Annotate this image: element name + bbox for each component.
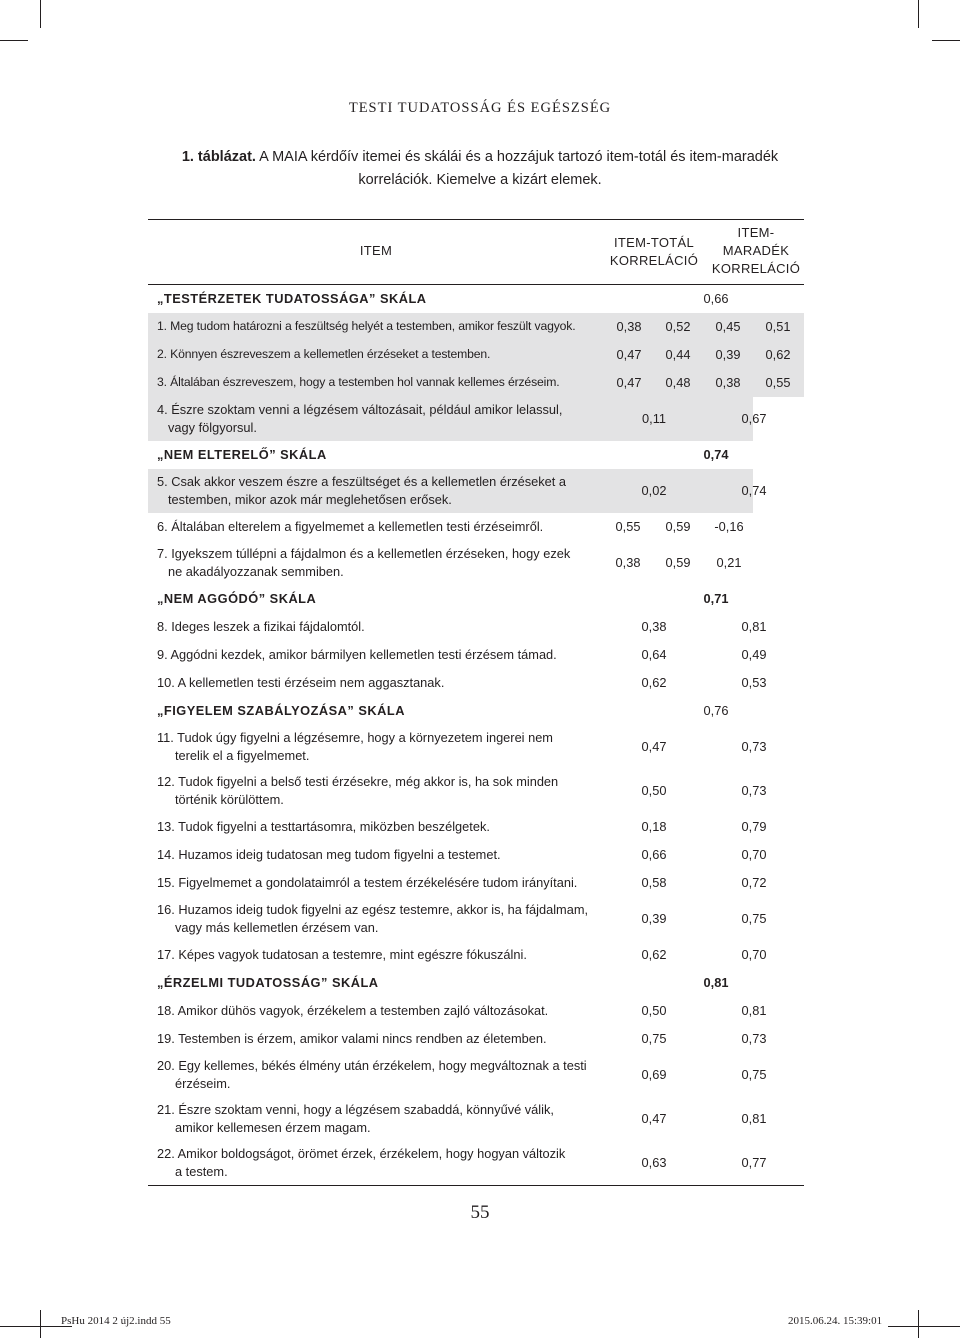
scale-label: „FIGYELEM SZABÁLYOZÁSA” SKÁLA [157,703,405,718]
correlation-value: 0,52 [665,319,691,334]
table-row [148,725,804,769]
slug-left: PsHu 2014 2 új2.indd 55 [61,1315,171,1327]
item-text: 6. Általában elterelem a figyelmemet a kellemetlen testi érzéseimről. [157,519,544,534]
scale-row [148,441,804,469]
item-total-value: 0,18 [641,819,667,834]
maia-table [148,219,804,1186]
item-text [157,1057,587,1093]
item-text [157,729,553,765]
item-text-line: 16. Huzamos ideig tudok figyelni az egész testemre, akkor is, ha fájdalmam, [157,902,589,917]
crop-mark [40,1310,41,1338]
item-text-line: vagy fölgyorsul. [168,420,257,435]
item-text-line: 12. Tudok figyelni a belső testi érzésekre, még akkor is, ha sok minden [157,774,559,789]
item-text [157,545,570,581]
correlation-value: 0,51 [765,319,791,334]
scale-row [148,697,804,725]
correlation-value: 0,45 [715,319,741,334]
scale-alpha: 0,74 [703,447,729,462]
crop-mark [918,0,919,28]
scale-row [148,585,804,613]
item-total-value: 0,58 [641,875,667,890]
item-text: 15. Figyelmemet a gondolataimról a testem érzékelésére tudom irányítani. [157,875,578,890]
item-total-value: 0,50 [641,783,667,798]
correlation-value: 0,38 [715,375,741,390]
table-row [148,641,804,669]
correlation-value: 0,38 [615,555,641,570]
item-total-value: 0,64 [641,647,667,662]
header-text: KORRELÁCIÓ [711,261,801,276]
item-text-line: történik körülöttem. [175,792,284,807]
correlation-value: 0,47 [616,375,642,390]
item-text: 8. Ideges leszek a fizikai fájdalomtól. [157,619,365,634]
item-text: 18. Amikor dühös vagyok, érzékelem a testemben zajló változásokat. [157,1003,549,1018]
scale-alpha: 0,71 [703,591,729,606]
scale-label: „NEM AGGÓDÓ” SKÁLA [157,591,317,606]
item-total-value: 0,50 [641,1003,667,1018]
item-total-value: 0,47 [641,1111,667,1126]
table-row [148,997,804,1025]
scale-alpha: 0,76 [703,703,729,718]
table-row [148,513,804,541]
item-text-line: 7. Igyekszem túllépni a fájdalmon és a kellemetlen érzéseken, hogy ezek [157,546,571,561]
item-rest-value: 0,79 [741,819,767,834]
crop-mark [918,1310,919,1338]
correlation-value: 0,55 [615,519,641,534]
item-rest-value: 0,72 [741,875,767,890]
caption-text: korrelációk. Kiemelve a kizárt elemek. [358,172,602,188]
table-row [148,313,804,341]
item-text-line: 4. Észre szoktam venni a légzésem változásait, például amikor lelassul, [157,402,563,417]
slug-right: 2015.06.24. 15:39:01 [788,1315,883,1327]
item-text: 2. Könnyen észreveszem a kellemetlen érzéseket a testemben. [157,347,491,361]
page-number: 55 [470,1202,490,1223]
item-text: 1. Meg tudom határozni a feszültség helyét a testemben, amikor feszült vagyok. [157,319,576,333]
item-rest-value: 0,74 [741,483,767,498]
table-row [148,541,804,585]
item-rest-value: 0,75 [741,911,767,926]
crop-mark [40,0,41,28]
item-text [157,773,558,809]
table-row [148,1025,804,1053]
item-text: 3. Általában észreveszem, hogy a testemben hol vannak kellemes érzéseim. [157,375,560,389]
item-text-line: 22. Amikor boldogságot, örömet érzek, érzékelem, hogy hogyan változik [157,1146,566,1161]
table-row [148,813,804,841]
item-rest-value: 0,70 [741,947,767,962]
item-text [157,901,588,937]
item-rest-value: 0,77 [741,1155,767,1170]
table-row [148,941,804,969]
scale-label: „ÉRZELMI TUDATOSSÁG” SKÁLA [157,975,379,990]
caption-text: A MAIA kérdőív itemei és skálái és a hozzájuk tartozó item-totál és item-maradék [255,149,779,165]
table-row [148,369,804,397]
item-rest-value: 0,81 [741,1111,767,1126]
item-rest-value: 0,67 [741,411,767,426]
item-rest-value: 0,73 [741,783,767,798]
scale-alpha: 0,81 [703,975,729,990]
item-text-line: 21. Észre szoktam venni, hogy a légzésem szabaddá, könnyűvé válik, [157,1102,554,1117]
item-text: 19. Testemben is érzem, amikor valami nincs rendben az életemben. [157,1031,547,1046]
item-text-line: a testem. [175,1164,228,1179]
item-total-value: 0,39 [641,911,667,926]
table-row [148,469,804,513]
header-item: ITEM [359,243,393,258]
correlation-value: 0,62 [765,347,791,362]
item-rest-value: 0,81 [741,619,767,634]
item-text-line: 11. Tudok úgy figyelni a légzésemre, hogy a környezetem ingerei nem [157,730,553,745]
item-total-value: 0,38 [641,619,667,634]
item-total-value: 0,66 [641,847,667,862]
table-caption [150,146,810,192]
item-rest-value: 0,70 [741,847,767,862]
item-text [157,473,566,509]
item-text [157,401,562,437]
item-total-value: 0,63 [641,1155,667,1170]
item-text: 9. Aggódni kezdek, amikor bármilyen kellemetlen testi érzésem támad. [157,647,557,662]
item-total-value: 0,62 [641,675,667,690]
correlation-value: -0,16 [714,519,744,534]
item-rest-value: 0,73 [741,739,767,754]
item-text-line: vagy más kellemetlen érzésem van. [175,920,379,935]
correlation-value: 0,48 [665,375,691,390]
correlation-value: 0,44 [665,347,691,362]
item-text: 14. Huzamos ideig tudatosan meg tudom figyelni a testemet. [157,847,501,862]
correlation-value: 0,21 [716,555,742,570]
table-row [148,613,804,641]
item-text: 10. A kellemetlen testi érzéseim nem aggasztanak. [157,675,445,690]
header-text: KORRELÁCIÓ [609,253,699,268]
correlation-value: 0,38 [616,319,642,334]
table-row [148,841,804,869]
header-item-rest [706,224,806,278]
item-text-line: amikor kellemesen érzem magam. [175,1120,371,1135]
header-text: ITEM- [737,225,775,240]
item-text-line: érzéseim. [175,1076,231,1091]
table-row [148,1097,804,1141]
correlation-value: 0,47 [616,347,642,362]
item-total-value: 0,11 [642,411,666,426]
scale-alpha: 0,66 [703,291,729,306]
scale-row [148,969,804,997]
table-row [148,897,804,941]
crop-mark [0,40,28,41]
header-text: MARADÉK [722,243,790,258]
correlation-value: 0,39 [715,347,741,362]
item-total-value: 0,62 [641,947,667,962]
scale-row [148,285,804,313]
scale-label: „TESTÉRZETEK TUDATOSSÁGA” SKÁLA [157,291,427,306]
header-text: ITEM-TOTÁL [613,235,695,250]
item-text [157,1101,554,1137]
correlation-value: 0,59 [665,555,691,570]
item-text-line: 20. Egy kellemes, békés élmény után érzékelem, hogy megváltoznak a testi [157,1058,587,1073]
item-rest-value: 0,53 [741,675,767,690]
table-row [148,669,804,697]
item-text [157,1145,565,1181]
item-total-value: 0,47 [641,739,667,754]
item-text-line: testemben, mikor azok már meglehetősen erősek. [168,492,452,507]
item-total-value: 0,02 [641,483,667,498]
item-total-value: 0,69 [641,1067,667,1082]
correlation-value: 0,55 [765,375,791,390]
table-row [148,1053,804,1097]
table-row [148,769,804,813]
header-item-total [600,234,708,270]
item-text-line: 5. Csak akkor veszem észre a feszültséget és a kellemetlen érzéseket a [157,474,566,489]
running-head: TESTI TUDATOSSÁG ÉS EGÉSZSÉG [348,100,612,116]
item-rest-value: 0,73 [741,1031,767,1046]
scale-label: „NEM ELTERELŐ” SKÁLA [157,447,327,462]
item-text-line: terelik el a figyelmemet. [175,748,310,763]
table-row [148,341,804,369]
table-body [148,285,804,1185]
item-rest-value: 0,75 [741,1067,767,1082]
item-text-line: ne akadályozzanak semmiben. [168,564,344,579]
item-text: 17. Képes vagyok tudatosan a testemre, mint egészre fókuszálni. [157,947,527,962]
caption-label: 1. táblázat. [181,149,256,165]
table-header [148,220,804,285]
cut-line [888,1326,960,1327]
table-row [148,869,804,897]
item-rest-value: 0,49 [741,647,767,662]
item-total-value: 0,75 [641,1031,667,1046]
table-row [148,397,804,441]
correlation-value: 0,59 [665,519,691,534]
table-row [148,1141,804,1185]
item-rest-value: 0,81 [741,1003,767,1018]
item-text: 13. Tudok figyelni a testtartásomra, miközben beszélgetek. [157,819,490,834]
crop-mark [932,40,960,41]
